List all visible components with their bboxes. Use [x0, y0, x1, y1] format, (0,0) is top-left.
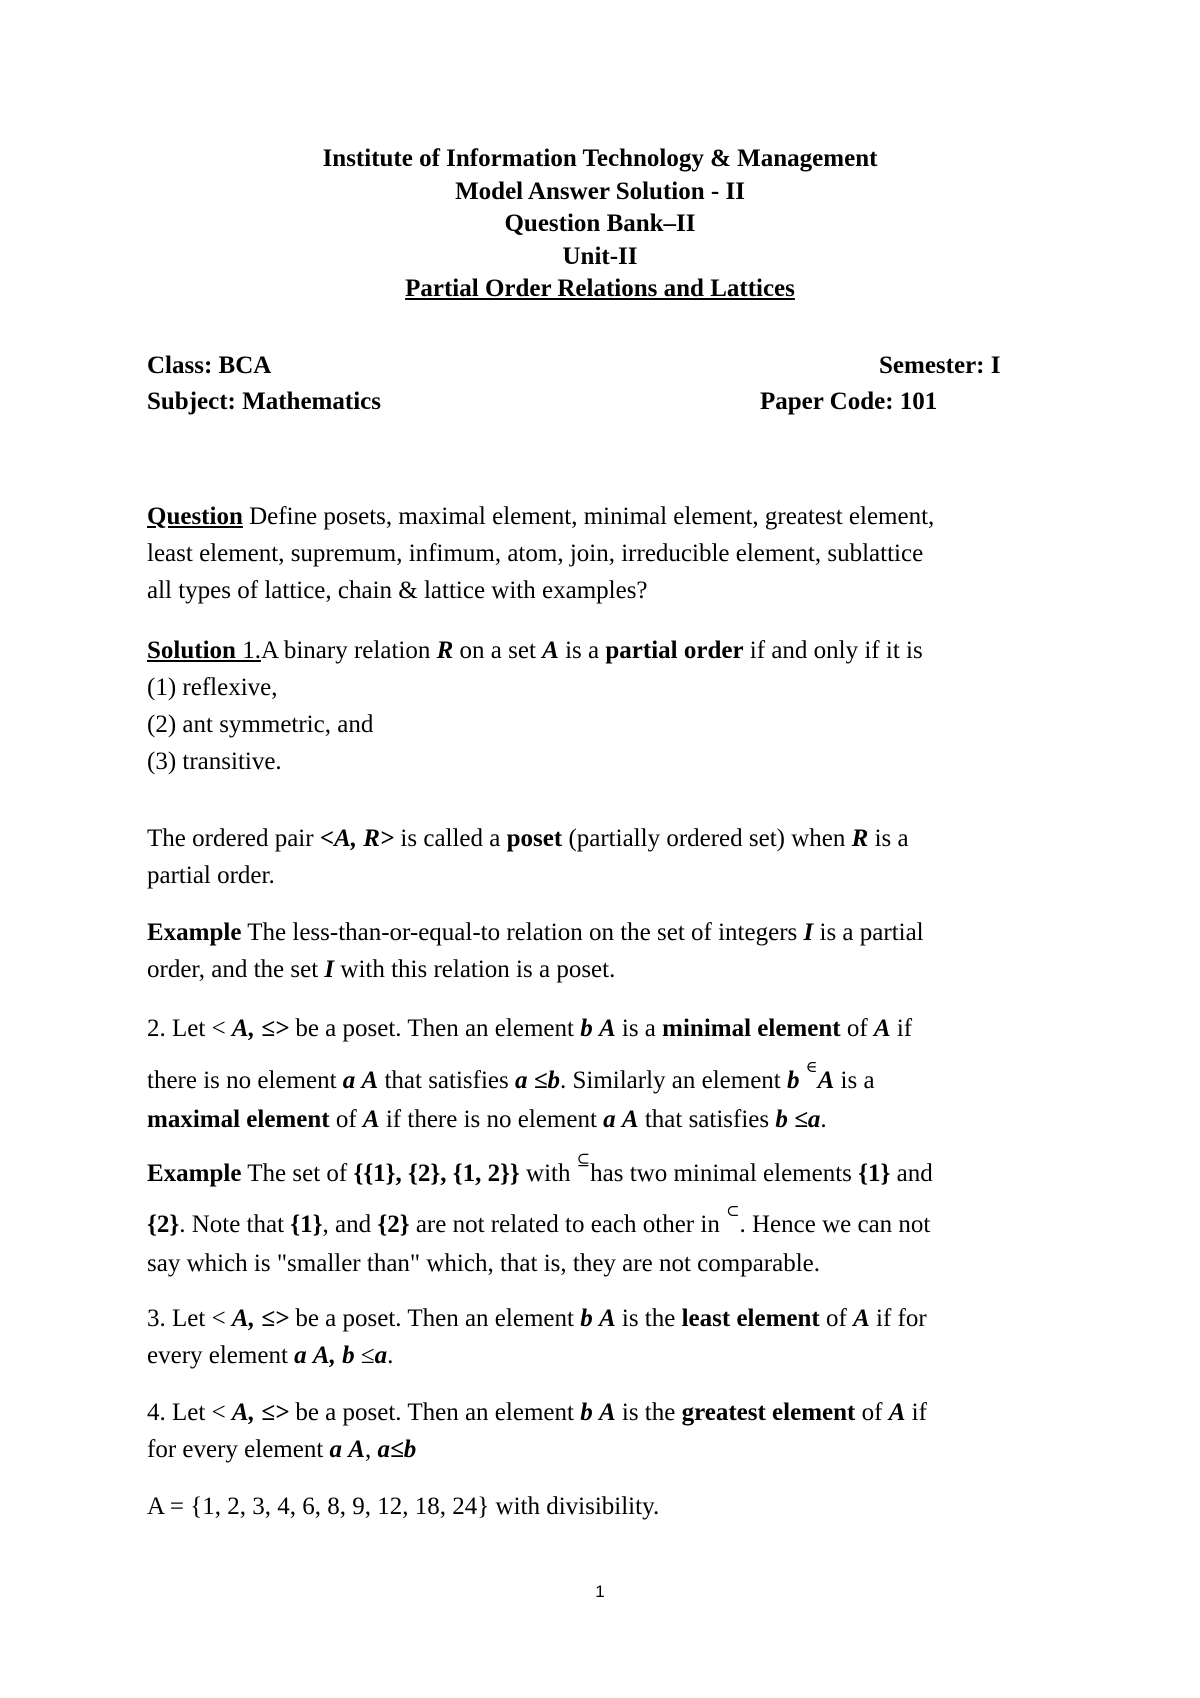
condition-reflexive: (1) reflexive,: [147, 674, 278, 701]
solution-label: Solution: [147, 637, 236, 664]
example-label: Example: [147, 919, 242, 946]
meta-row-subject: [147, 384, 1017, 420]
paper-code-label: Paper Code: 101: [760, 388, 938, 415]
subset-eq-symbol: ⊆: [576, 1152, 591, 1169]
condition-antisymmetric: (2) ant symmetric, and: [147, 711, 374, 738]
document-title: Model Answer Solution - II: [455, 177, 745, 205]
semester-label: Semester: I: [879, 352, 1001, 379]
subset-symbol: ⊂: [726, 1203, 740, 1220]
institute-name: Institute of Information Technology & Management: [322, 145, 878, 172]
condition-transitive: (3) transitive.: [147, 748, 282, 775]
question-paragraph: Question Define posets, maximal element, minimal element, greatest element, least element, supremum, infimum, atom, join, irreducible element, sublattice all types of lattice, chain & lattice with examples?: [147, 503, 935, 604]
question-label: Question: [147, 503, 243, 530]
question-bank-label: Question Bank–II: [504, 210, 696, 237]
unit-label: Unit-II: [562, 242, 638, 270]
least-element-definition: 3. Let < A, ≤> be a poset. Then an element b A is the least element of A if for every element a A, b ≤a.: [147, 1305, 927, 1369]
topic-title: Partial Order Relations and Lattices: [405, 275, 795, 302]
document-header: [0, 143, 1200, 306]
example-2: Example The set of {{1}, {2}, {1, 2}} with ⊆has two minimal elements {1} and {2}. Note that {1}, and {2} are not related to each other in ⊂. Hence we can not say which is "smaller than" which, that is, they are not comparable.: [147, 1152, 933, 1277]
minimal-maximal-definition: 2. Let < A, ≤> be a poset. Then an element b A is a minimal element of A if there is no element a A that satisfies a ≤b. Similarly an element b ∈A is a maximal element of A if there is no element a A that satisfies b ≤a.: [147, 1015, 913, 1133]
greatest-element-definition: 4. Let < A, ≤> be a poset. Then an element b A is the greatest element of A if for every element a A, a≤b: [147, 1399, 927, 1463]
class-label: Class: BCA: [147, 352, 272, 379]
divisibility-set: A = {1, 2, 3, 4, 6, 8, 9, 12, 18, 24} with divisibility.: [147, 1493, 660, 1520]
page-number: 1: [595, 1582, 605, 1601]
solution-paragraph: Solution 1.A binary relation R on a set A is a partial order if and only if it is (1) reflexive, (2) ant symmetric, and (3) transitive.: [147, 632, 1067, 780]
meta-row-class: [147, 348, 1017, 384]
subject-label: Subject: Mathematics: [147, 388, 381, 415]
example-label: Example: [147, 1160, 242, 1187]
element-of-symbol: ∈: [805, 1059, 818, 1076]
example-1: Example The less-than-or-equal-to relation on the set of integers I is a partial order, and the set I with this relation is a poset.: [147, 919, 924, 983]
poset-definition: The ordered pair <A, R> is called a poset (partially ordered set) when R is a partial order.: [147, 825, 909, 889]
